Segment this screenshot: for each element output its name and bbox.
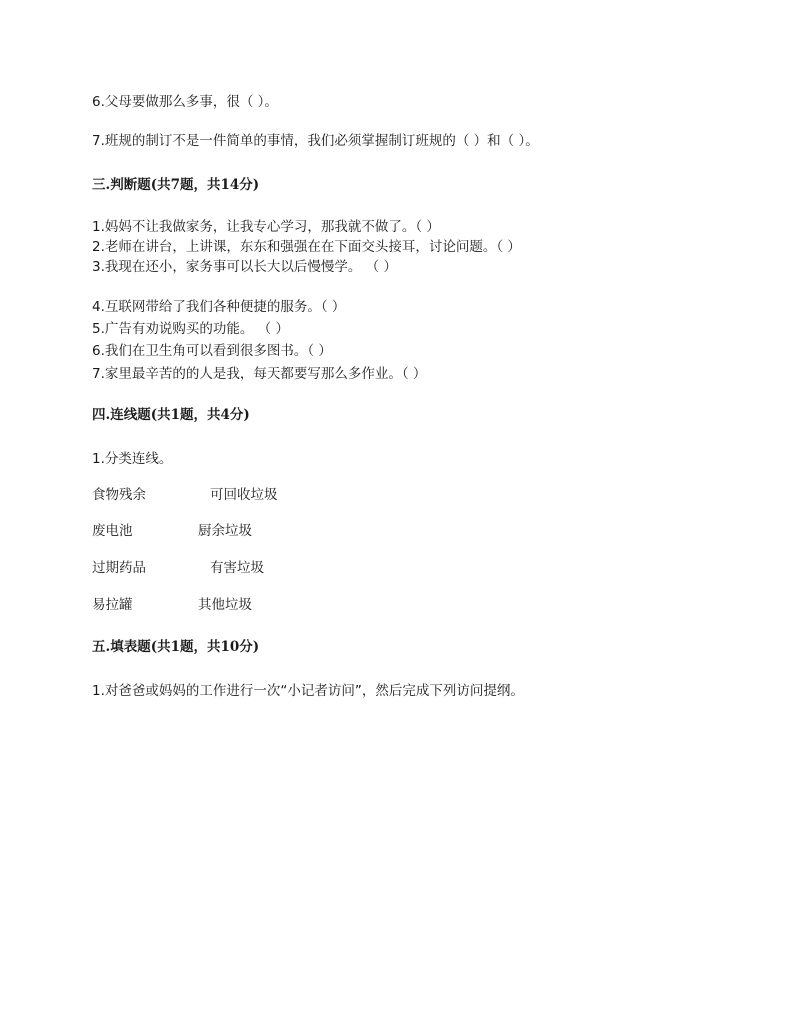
match-left-item: 易拉罐 (92, 597, 133, 613)
judge-item-3: 3.我现在还小，家务事可以长大以后慢慢学。 （ ） (92, 259, 397, 275)
match-right-item: 有害垃圾 (210, 560, 264, 576)
section-4-heading: 四.连线题(共1题，共4分) (92, 407, 250, 423)
judge-item-1: 1.妈妈不让我做家务，让我专心学习，那我就不做了。（ ） (92, 219, 440, 235)
question-5-1: 1.对爸爸或妈妈的工作进行一次“小记者访问”，然后完成下列访问提纲。 (92, 683, 524, 699)
judge-item-6: 6.我们在卫生角可以看到很多图书。（ ） (92, 343, 332, 359)
judge-item-5: 5.广告有劝说购买的功能。 （ ） (92, 321, 289, 337)
match-left-item: 废电池 (92, 523, 133, 539)
judge-item-7: 7.家里最辛苦的的人是我，每天都要写那么多作业。（ ） (92, 366, 427, 382)
match-right-item: 厨余垃圾 (198, 523, 252, 539)
question-2-6: 6.父母要做那么多事，很（ ）。 (92, 94, 278, 110)
match-left-item: 食物残余 (92, 487, 146, 503)
question-2-7: 7.班规的制订不是一件简单的事情，我们必须掌握制订班规的（ ）和（ ）。 (92, 133, 539, 149)
matching-prompt: 1.分类连线。 (92, 451, 173, 467)
match-right-item: 可回收垃圾 (210, 487, 278, 503)
section-3-heading: 三.判断题(共7题，共14分) (92, 177, 260, 193)
judge-item-2: 2.老师在讲台，上讲课，东东和强强在在下面交头接耳，讨论问题。（ ） (92, 239, 521, 255)
match-left-item: 过期药品 (92, 560, 146, 576)
section-5-heading: 五.填表题(共1题，共10分) (92, 639, 260, 655)
judge-item-4: 4.互联网带给了我们各种便捷的服务。（ ） (92, 299, 346, 315)
match-right-item: 其他垃圾 (198, 597, 252, 613)
